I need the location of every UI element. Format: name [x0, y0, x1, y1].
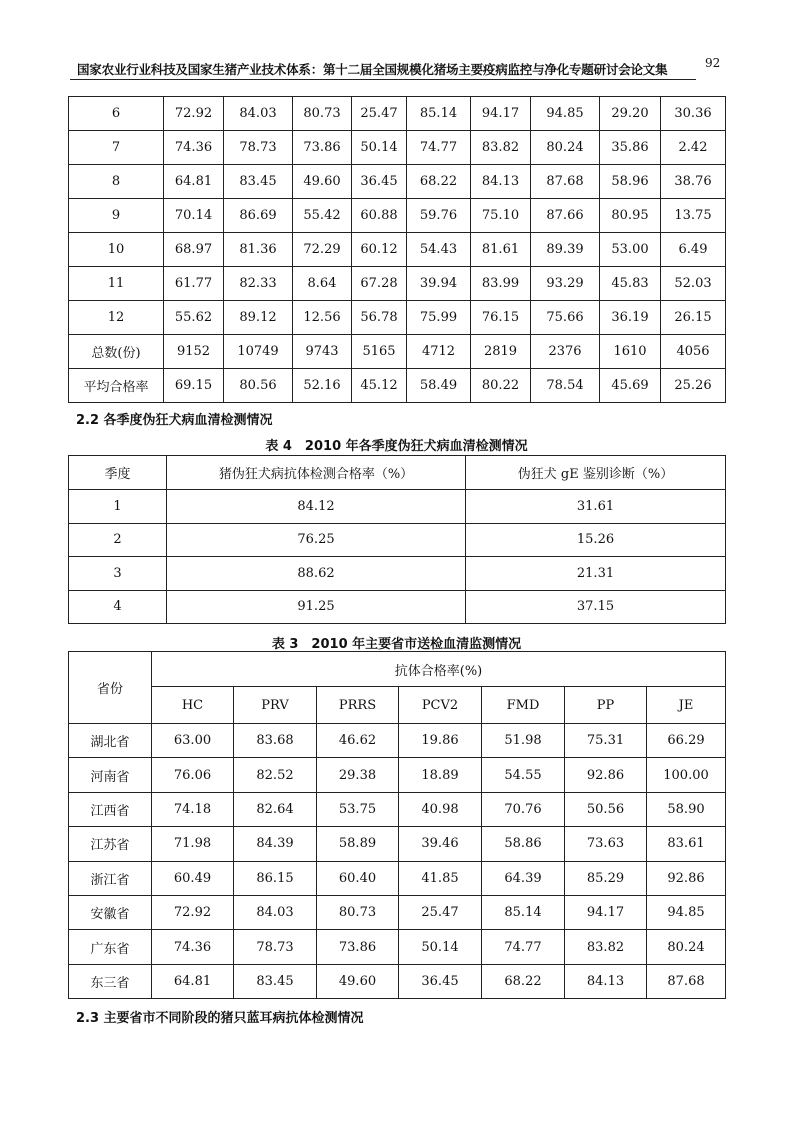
table-cell: 72.92 — [164, 97, 224, 131]
table-row — [69, 97, 726, 131]
column-header: FMD — [482, 687, 565, 724]
table3-province-serology — [68, 651, 726, 999]
table-cell: 69.15 — [164, 369, 224, 403]
table-cell: 9743 — [293, 335, 352, 369]
table-row — [69, 792, 726, 826]
table-cell: 29.20 — [600, 97, 661, 131]
table-cell: 87.68 — [647, 964, 726, 998]
table-row — [69, 590, 726, 624]
table-cell: 83.82 — [471, 131, 531, 165]
table-row — [69, 301, 726, 335]
table-cell: 85.29 — [565, 861, 647, 895]
row-label: 总数(份) — [69, 335, 164, 369]
table-cell: 83.82 — [565, 930, 647, 964]
table-cell: 71.98 — [152, 827, 234, 861]
table-cell: 84.13 — [565, 964, 647, 998]
row-label: 10 — [69, 233, 164, 267]
table-cell: 68.97 — [164, 233, 224, 267]
table-cell: 26.15 — [661, 301, 726, 335]
table-cell: 81.36 — [224, 233, 293, 267]
table3-caption: 表 3 2010 年主要省市送检血清监测情况 — [271, 637, 522, 652]
table-cell: 94.17 — [471, 97, 531, 131]
table-cell: 89.12 — [224, 301, 293, 335]
table-row — [69, 490, 726, 524]
table-cell: 35.86 — [600, 131, 661, 165]
table-cell: 45.83 — [600, 267, 661, 301]
table-cell: 60.49 — [152, 861, 234, 895]
table-cell: 86.69 — [224, 199, 293, 233]
row-label: 11 — [69, 267, 164, 301]
table-cell: 73.63 — [565, 827, 647, 861]
table-cell: 56.78 — [352, 301, 407, 335]
table-cell: 75.10 — [471, 199, 531, 233]
header-row — [69, 456, 726, 490]
table-cell: 36.19 — [600, 301, 661, 335]
table-cell: 60.40 — [317, 861, 399, 895]
table-cell: 52.16 — [293, 369, 352, 403]
table-cell: 45.69 — [600, 369, 661, 403]
table-cell: 68.22 — [482, 964, 565, 998]
table-cell: 1610 — [600, 335, 661, 369]
table-cell: 72.92 — [152, 895, 234, 929]
page-number: 92 — [705, 56, 721, 70]
table-cell: 75.99 — [407, 301, 471, 335]
table-cell: 61.77 — [164, 267, 224, 301]
column-header: PRV — [234, 687, 317, 724]
column-header: HC — [152, 687, 234, 724]
table-cell: 6.49 — [661, 233, 726, 267]
table-cell: 58.96 — [600, 165, 661, 199]
table-row — [69, 369, 726, 403]
table-cell: 76.25 — [167, 523, 466, 557]
table-cell: 76.06 — [152, 758, 234, 792]
column-header: JE — [647, 687, 726, 724]
table-cell: 84.39 — [234, 827, 317, 861]
table-cell: 54.43 — [407, 233, 471, 267]
table-cell: 39.46 — [399, 827, 482, 861]
table-cell: 80.95 — [600, 199, 661, 233]
table-cell: 83.61 — [647, 827, 726, 861]
header-rule — [70, 79, 696, 80]
table-cell: 80.22 — [471, 369, 531, 403]
table4-quarterly-prv — [68, 455, 726, 624]
table-cell: 30.36 — [661, 97, 726, 131]
table-cell: 88.62 — [167, 557, 466, 591]
table-cell: 70.76 — [482, 792, 565, 826]
table-cell: 39.94 — [407, 267, 471, 301]
table-cell: 41.85 — [399, 861, 482, 895]
table4-caption: 表 4 2010 年各季度伪狂犬病血清检测情况 — [265, 439, 528, 454]
table-cell: 53.75 — [317, 792, 399, 826]
table-cell: 64.81 — [152, 964, 234, 998]
row-label: 湖北省 — [69, 724, 152, 758]
table-cell: 40.98 — [399, 792, 482, 826]
section-heading-2-3: 2.3 主要省市不同阶段的猪只蓝耳病抗体检测情况 — [76, 1011, 364, 1026]
row-label: 河南省 — [69, 758, 152, 792]
table-cell: 74.77 — [407, 131, 471, 165]
column-header: PCV2 — [399, 687, 482, 724]
table-cell: 4056 — [661, 335, 726, 369]
table-cell: 73.86 — [293, 131, 352, 165]
table-cell: 87.68 — [531, 165, 600, 199]
table-cell: 72.29 — [293, 233, 352, 267]
table-cell: 49.60 — [293, 165, 352, 199]
table-cell: 94.85 — [531, 97, 600, 131]
table-cell: 36.45 — [352, 165, 407, 199]
table-cell: 58.89 — [317, 827, 399, 861]
column-header: PRRS — [317, 687, 399, 724]
table-cell: 82.52 — [234, 758, 317, 792]
table-cell: 80.56 — [224, 369, 293, 403]
table-cell: 45.12 — [352, 369, 407, 403]
table-cell: 53.00 — [600, 233, 661, 267]
row-label: 8 — [69, 165, 164, 199]
running-header: 国家农业行业科技及国家生猪产业技术体系：第十二届全国规模化猪场主要疫病监控与净化专题研讨会论文集 — [77, 62, 668, 77]
table-cell: 84.12 — [167, 490, 466, 524]
table-row — [69, 724, 726, 758]
table-cell: 51.98 — [482, 724, 565, 758]
table-cell: 82.64 — [234, 792, 317, 826]
row-label: 江西省 — [69, 792, 152, 826]
header-row — [69, 652, 726, 687]
table-cell: 4712 — [407, 335, 471, 369]
table-row — [69, 895, 726, 929]
table-cell: 64.81 — [164, 165, 224, 199]
table-cell: 12.56 — [293, 301, 352, 335]
row-label: 广东省 — [69, 930, 152, 964]
table-cell: 84.13 — [471, 165, 531, 199]
table-cell: 94.85 — [647, 895, 726, 929]
table-cell: 13.75 — [661, 199, 726, 233]
table-cell: 85.14 — [407, 97, 471, 131]
table-cell: 25.26 — [661, 369, 726, 403]
table-cell: 38.76 — [661, 165, 726, 199]
table-row — [69, 165, 726, 199]
table-cell: 80.73 — [293, 97, 352, 131]
table-cell: 93.29 — [531, 267, 600, 301]
table-cell: 60.12 — [352, 233, 407, 267]
table-cell: 85.14 — [482, 895, 565, 929]
row-label: 1 — [69, 490, 167, 524]
table-row — [69, 758, 726, 792]
table-cell: 78.73 — [234, 930, 317, 964]
table-cell: 2376 — [531, 335, 600, 369]
table-cell: 80.24 — [531, 131, 600, 165]
table-cell: 15.26 — [466, 523, 726, 557]
table-cell: 31.61 — [466, 490, 726, 524]
table-cell: 75.66 — [531, 301, 600, 335]
table-row — [69, 827, 726, 861]
table-cell: 55.62 — [164, 301, 224, 335]
monthly-results-table-continued — [68, 96, 726, 403]
table-cell: 64.39 — [482, 861, 565, 895]
table-cell: 60.88 — [352, 199, 407, 233]
table-cell: 2.42 — [661, 131, 726, 165]
section-heading-2-2: 2.2 各季度伪狂犬病血清检测情况 — [76, 413, 273, 428]
table-cell: 78.54 — [531, 369, 600, 403]
row-label: 4 — [69, 590, 167, 624]
table-cell: 63.00 — [152, 724, 234, 758]
table-cell: 83.45 — [224, 165, 293, 199]
table-cell: 21.31 — [466, 557, 726, 591]
table-cell: 54.55 — [482, 758, 565, 792]
table-cell: 84.03 — [224, 97, 293, 131]
row-label: 3 — [69, 557, 167, 591]
row-label: 平均合格率 — [69, 369, 164, 403]
column-header: PP — [565, 687, 647, 724]
table-cell: 58.90 — [647, 792, 726, 826]
table-cell: 86.15 — [234, 861, 317, 895]
table-cell: 74.36 — [164, 131, 224, 165]
row-label: 东三省 — [69, 964, 152, 998]
table-cell: 49.60 — [317, 964, 399, 998]
table-row — [69, 233, 726, 267]
table-row — [69, 523, 726, 557]
table-cell: 55.42 — [293, 199, 352, 233]
table-cell: 76.15 — [471, 301, 531, 335]
table-cell: 19.86 — [399, 724, 482, 758]
table-cell: 75.31 — [565, 724, 647, 758]
table-cell: 83.68 — [234, 724, 317, 758]
group-header: 抗体合格率(%) — [152, 652, 726, 687]
table-cell: 78.73 — [224, 131, 293, 165]
column-header: 季度 — [69, 456, 167, 490]
row-label: 江苏省 — [69, 827, 152, 861]
table-cell: 94.17 — [565, 895, 647, 929]
table-cell: 80.73 — [317, 895, 399, 929]
table-cell: 74.18 — [152, 792, 234, 826]
table-cell: 81.61 — [471, 233, 531, 267]
table-cell: 66.29 — [647, 724, 726, 758]
table-cell: 58.86 — [482, 827, 565, 861]
table-cell: 68.22 — [407, 165, 471, 199]
table-row — [69, 557, 726, 591]
table-cell: 74.77 — [482, 930, 565, 964]
table-cell: 52.03 — [661, 267, 726, 301]
column-header: 猪伪狂犬病抗体检测合格率（%） — [167, 456, 466, 490]
table-row — [69, 267, 726, 301]
table-cell: 70.14 — [164, 199, 224, 233]
table-cell: 84.03 — [234, 895, 317, 929]
table-cell: 83.45 — [234, 964, 317, 998]
table-cell: 83.99 — [471, 267, 531, 301]
table-row — [69, 964, 726, 998]
table-cell: 50.56 — [565, 792, 647, 826]
table-cell: 82.33 — [224, 267, 293, 301]
table-cell: 74.36 — [152, 930, 234, 964]
row-label: 安徽省 — [69, 895, 152, 929]
table-cell: 91.25 — [167, 590, 466, 624]
table-cell: 37.15 — [466, 590, 726, 624]
row-label: 浙江省 — [69, 861, 152, 895]
table-row — [69, 199, 726, 233]
header-row — [69, 687, 726, 724]
table-cell: 100.00 — [647, 758, 726, 792]
table-cell: 18.89 — [399, 758, 482, 792]
table-cell: 59.76 — [407, 199, 471, 233]
table-cell: 92.86 — [565, 758, 647, 792]
table-cell: 25.47 — [352, 97, 407, 131]
table-cell: 9152 — [164, 335, 224, 369]
table-cell: 10749 — [224, 335, 293, 369]
table-cell: 58.49 — [407, 369, 471, 403]
table-cell: 5165 — [352, 335, 407, 369]
table-cell: 92.86 — [647, 861, 726, 895]
table-cell: 46.62 — [317, 724, 399, 758]
table-row — [69, 861, 726, 895]
table-cell: 67.28 — [352, 267, 407, 301]
table-cell: 29.38 — [317, 758, 399, 792]
row-label: 2 — [69, 523, 167, 557]
row-label: 9 — [69, 199, 164, 233]
column-header: 伪狂犬 gE 鉴别诊断（%） — [466, 456, 726, 490]
table-cell: 36.45 — [399, 964, 482, 998]
table-row — [69, 930, 726, 964]
table-row — [69, 131, 726, 165]
row-label: 7 — [69, 131, 164, 165]
row-label: 12 — [69, 301, 164, 335]
table-cell: 87.66 — [531, 199, 600, 233]
table-cell: 8.64 — [293, 267, 352, 301]
table-cell: 89.39 — [531, 233, 600, 267]
table-cell: 50.14 — [399, 930, 482, 964]
table-cell: 73.86 — [317, 930, 399, 964]
table-row — [69, 335, 726, 369]
row-header: 省份 — [69, 652, 152, 724]
table-cell: 80.24 — [647, 930, 726, 964]
table-cell: 50.14 — [352, 131, 407, 165]
row-label: 6 — [69, 97, 164, 131]
table-cell: 25.47 — [399, 895, 482, 929]
table-cell: 2819 — [471, 335, 531, 369]
